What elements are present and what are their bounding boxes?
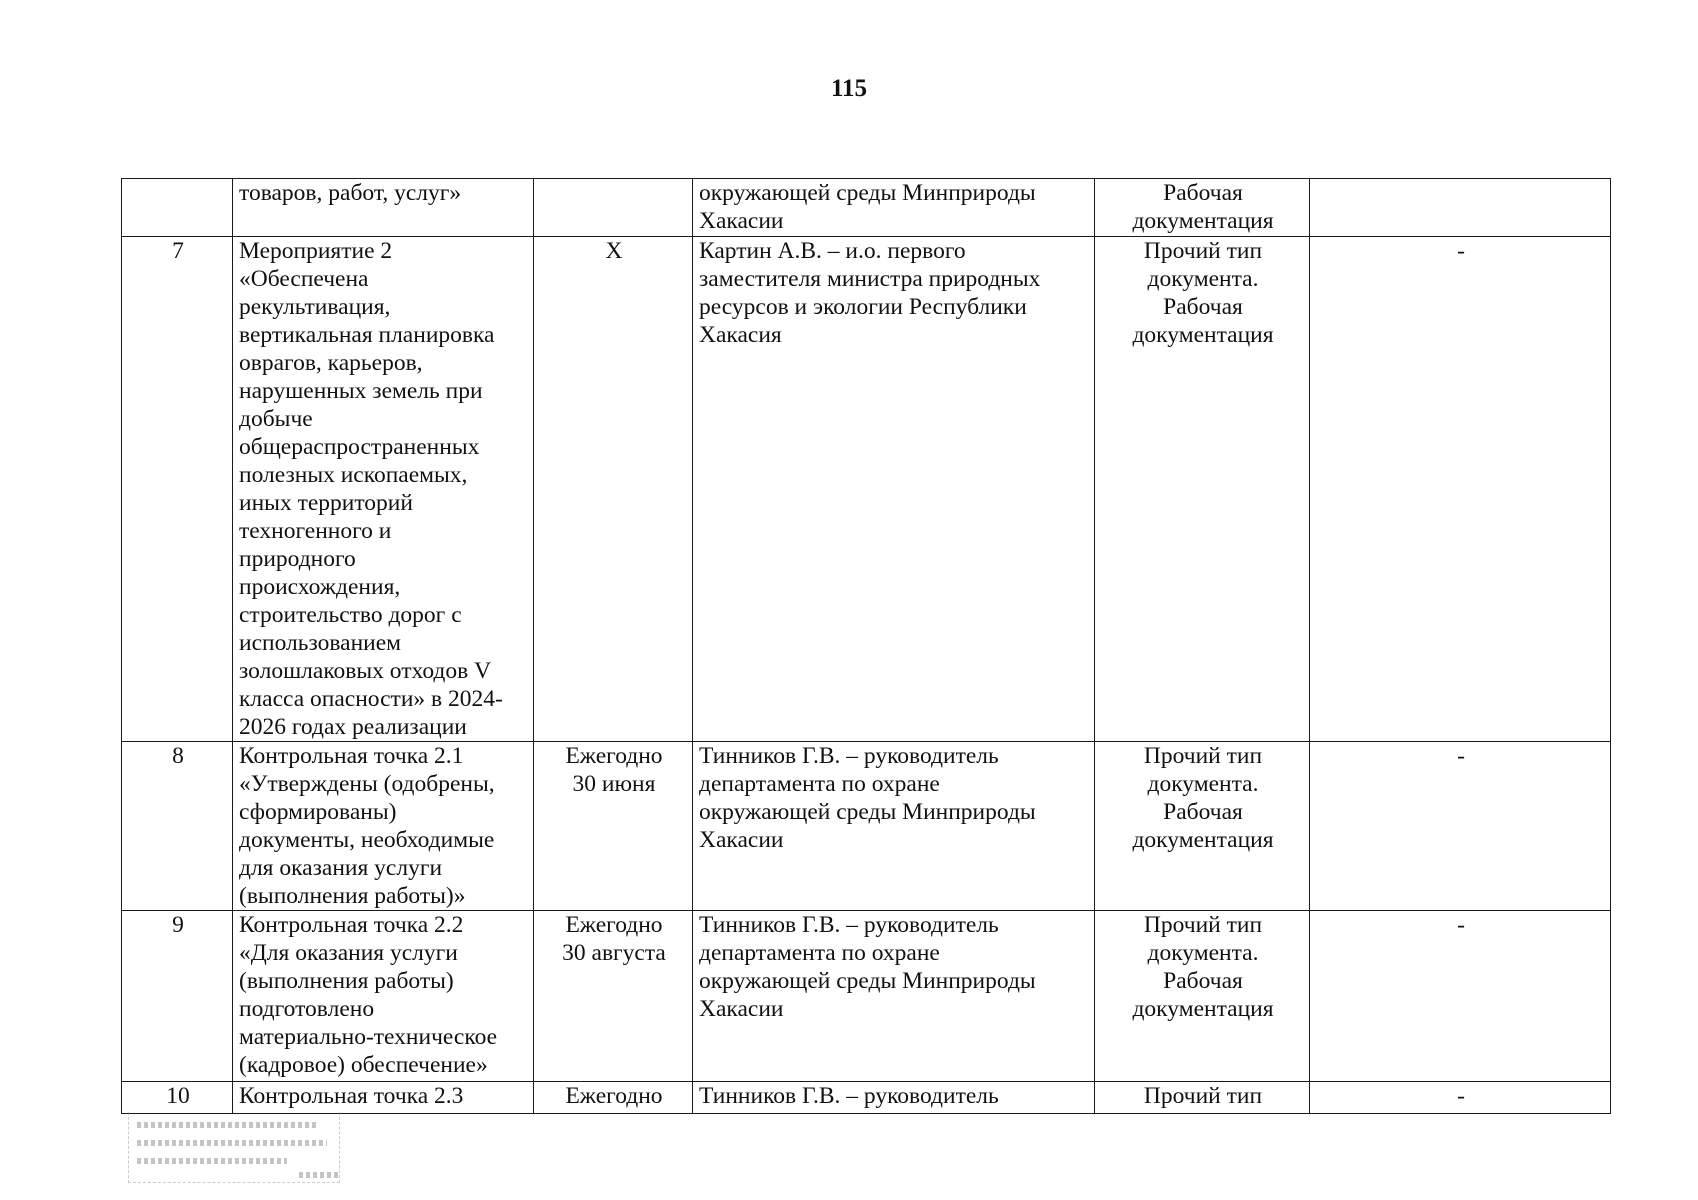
responsible-person-cell: окружающей среды Минприроды Хакасии <box>693 179 1095 237</box>
note-cell: - <box>1310 742 1611 911</box>
document-type-cell: Прочий тип <box>1095 1082 1310 1114</box>
table-row <box>122 237 1611 742</box>
table-row <box>122 911 1611 1082</box>
row-number-cell: 8 <box>122 742 233 911</box>
deadline-cell: Ежегодно 30 июня <box>534 742 693 911</box>
responsible-person-cell: Тинников Г.В. – руководитель <box>693 1082 1095 1114</box>
note-cell <box>1310 179 1611 237</box>
measure-name-cell: Контрольная точка 2.2 «Для оказания услуги (выполнения работы) подготовлено материально-техническое (кадровое) обеспечение» <box>233 911 534 1082</box>
note-cell: - <box>1310 237 1611 742</box>
deadline-cell <box>534 179 693 237</box>
page-number: 115 <box>830 75 868 102</box>
note-cell: - <box>1310 911 1611 1082</box>
row-number-cell: 7 <box>122 237 233 742</box>
table-row <box>122 179 1611 237</box>
responsible-person-cell: Тинников Г.В. – руководитель департамента по охране окружающей среды Минприроды Хакасии <box>693 911 1095 1082</box>
measure-name-cell: товаров, работ, услуг» <box>233 179 534 237</box>
document-type-cell: Прочий тип документа. Рабочая документация <box>1095 742 1310 911</box>
deadline-cell: Ежегодно 30 августа <box>534 911 693 1082</box>
table-row <box>122 1082 1611 1114</box>
document-type-cell: Прочий тип документа. Рабочая документация <box>1095 911 1310 1082</box>
deadline-cell: X <box>534 237 693 742</box>
row-number-cell: 9 <box>122 911 233 1082</box>
row-number-cell: 10 <box>122 1082 233 1114</box>
responsible-person-cell: Картин А.В. – и.о. первого заместителя министра природных ресурсов и экологии Республики Хакасия <box>693 237 1095 742</box>
document-type-cell: Прочий тип документа. Рабочая документация <box>1095 237 1310 742</box>
measure-name-cell: Мероприятие 2 «Обеспечена рекультивация, вертикальная планировка оврагов, карьеров, нарушенных земель при добыче общераспространенных полезных ископаемых, иных территорий техногенного и природного происхождения, строительство дорог с использованием золошлаковых отходов V класса опасности» в 2024- 2026 годах реализации <box>233 237 534 742</box>
table-row <box>122 742 1611 911</box>
measures-table <box>121 178 1611 1114</box>
measure-name-cell: Контрольная точка 2.3 <box>233 1082 534 1114</box>
measure-name-cell: Контрольная точка 2.1 «Утверждены (одобрены, сформированы) документы, необходимые для оказания услуги (выполнения работы)» <box>233 742 534 911</box>
row-number-cell <box>122 179 233 237</box>
document-type-cell: Рабочая документация <box>1095 179 1310 237</box>
note-cell: - <box>1310 1082 1611 1114</box>
deadline-cell: Ежегодно <box>534 1082 693 1114</box>
responsible-person-cell: Тинников Г.В. – руководитель департамента по охране окружающей среды Минприроды Хакасии <box>693 742 1095 911</box>
faded-stamp <box>128 1112 340 1183</box>
